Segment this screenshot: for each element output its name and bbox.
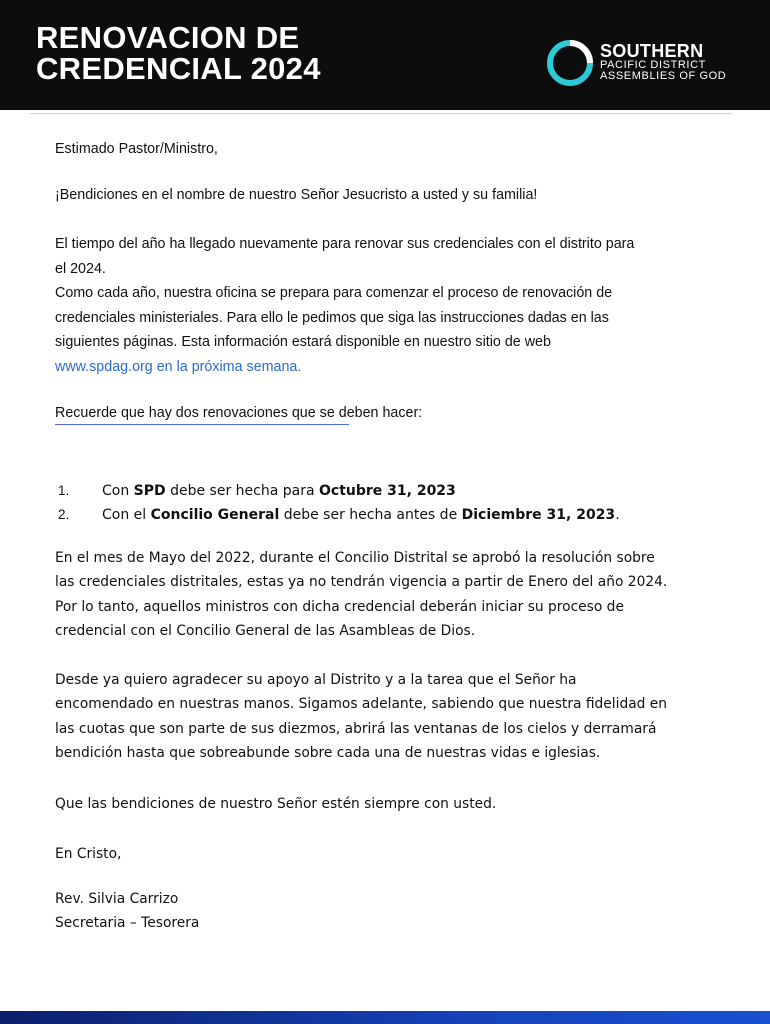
logo-ring-icon bbox=[545, 38, 595, 88]
greeting: Estimado Pastor/Ministro, bbox=[55, 141, 218, 157]
list-text-part: Con bbox=[102, 483, 134, 499]
paragraph-3-line: Por lo tanto, aquellos ministros con dicha credencial deberán iniciar su proceso de bbox=[55, 598, 624, 615]
sign-off bbox=[55, 842, 725, 866]
paragraph-3 bbox=[55, 546, 725, 643]
paragraph-2-line-2: credenciales ministeriales. Para ello le pedimos que siga las instrucciones dadas en las bbox=[55, 309, 609, 326]
list-item bbox=[55, 504, 715, 528]
list-text-bold: SPD bbox=[133, 483, 166, 499]
sign-off-line: En Cristo, bbox=[55, 846, 122, 862]
header-banner bbox=[0, 0, 770, 110]
title-line-2: CREDENCIAL 2024 bbox=[36, 51, 321, 86]
header-divider bbox=[30, 113, 732, 114]
paragraph-1-line-2: el 2024. bbox=[55, 260, 106, 277]
district-logo bbox=[545, 38, 745, 88]
list-date: Octubre 31, 2023 bbox=[319, 483, 456, 499]
title-line-1: RENOVACION DE bbox=[36, 20, 300, 55]
list-text-bold: Concilio General bbox=[150, 507, 280, 523]
reminder-underline bbox=[55, 424, 349, 425]
list-number: 1. bbox=[58, 483, 70, 498]
logo-sub-text-2: ASSEMBLIES OF GOD bbox=[600, 70, 727, 82]
list-text bbox=[102, 504, 620, 526]
paragraph-3-line: credencial con el Concilio General de las Asambleas de Dios. bbox=[55, 622, 476, 639]
list-text-part: Con el bbox=[102, 507, 151, 523]
website-link[interactable]: www.spdag.org en la próxima semana. bbox=[55, 358, 302, 375]
paragraph-4 bbox=[55, 668, 725, 765]
logo-main-text: SOUTHERN bbox=[600, 41, 704, 61]
paragraph-4-line: encomendado en nuestras manos. Sigamos adelante, sabiendo que nuestra fidelidad en bbox=[55, 696, 668, 713]
footer-bar bbox=[0, 1011, 770, 1024]
list-item bbox=[55, 480, 715, 504]
logo-text bbox=[600, 42, 726, 82]
signer-name: Rev. Silvia Carrizo bbox=[55, 891, 179, 907]
signature-block bbox=[55, 887, 725, 936]
closing bbox=[55, 792, 725, 816]
paragraph-3-line: las credenciales distritales, estas ya no tendrán vigencia a partir de Enero del año 2024. bbox=[55, 574, 668, 591]
paragraph-2-line-1: Como cada año, nuestra oficina se prepara para comenzar el proceso de renovación de bbox=[55, 285, 613, 301]
signer-title: Secretaria – Tesorera bbox=[55, 915, 200, 932]
renewal-list bbox=[55, 480, 715, 528]
list-text bbox=[102, 480, 456, 502]
paragraph-2-line-3: siguientes páginas. Esta información estará disponible en nuestro sitio de web bbox=[55, 334, 551, 350]
paragraph-3-line: En el mes de Mayo del 2022, durante el Concilio Distrital se aprobó la resolución sobre bbox=[55, 550, 655, 566]
paragraph-4-line: bendición hasta que sobreabunde sobre cada una de nuestras vidas e iglesias. bbox=[55, 744, 601, 761]
page-title bbox=[36, 22, 321, 84]
paragraph-1-line-1: El tiempo del año ha llegado nuevamente para renovar sus credenciales con el distrito para bbox=[55, 236, 635, 252]
list-text-part: debe ser hecha para bbox=[165, 483, 319, 499]
list-text-part: . bbox=[615, 507, 620, 523]
list-text-part: debe ser hecha antes de bbox=[279, 507, 462, 523]
logo-sub-text: PACIFIC DISTRICT bbox=[600, 59, 706, 71]
paragraph-1 bbox=[55, 232, 634, 379]
blessing: ¡Bendiciones en el nombre de nuestro Señor Jesucristo a usted y su familia! bbox=[55, 187, 538, 203]
closing-line: Que las bendiciones de nuestro Señor estén siempre con usted. bbox=[55, 796, 497, 812]
paragraph-4-line: Desde ya quiero agradecer su apoyo al Distrito y a la tarea que el Señor ha bbox=[55, 672, 577, 688]
list-date: Diciembre 31, 2023 bbox=[461, 507, 616, 523]
reminder: Recuerde que hay dos renovaciones que se deben hacer: bbox=[55, 405, 423, 421]
paragraph-4-line: las cuotas que son parte de sus diezmos, abrirá las ventanas de los cielos y derramará bbox=[55, 720, 657, 737]
list-number: 2. bbox=[58, 507, 70, 522]
